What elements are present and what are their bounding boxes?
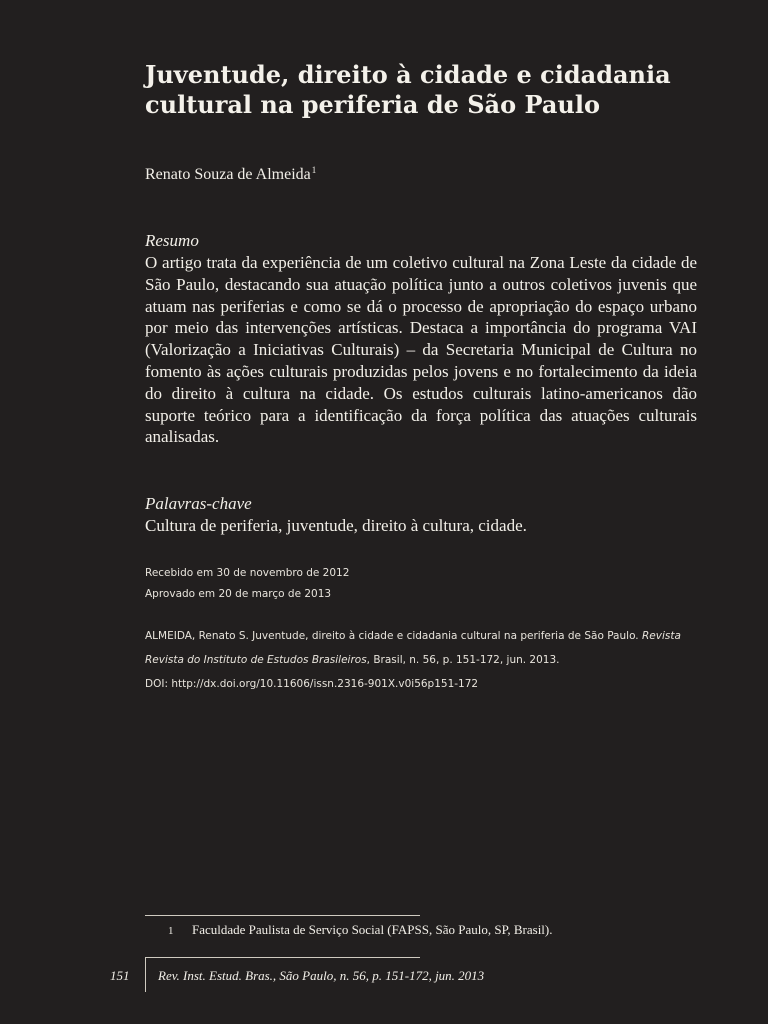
received-date: Recebido em 30 de novembro de 2012: [145, 567, 350, 579]
footnote-divider: [145, 915, 420, 916]
footnote-number: 1: [168, 925, 174, 937]
citation-journal-name: Revista do Instituto de Estudos Brasileiros: [145, 654, 367, 666]
author-line: [145, 166, 316, 184]
doi-link[interactable]: DOI: http://dx.doi.org/10.11606/issn.2316-901X.v0i56p151-172: [145, 678, 479, 690]
abstract-text: O artigo trata da experiência de um coletivo cultural na Zona Leste da cidade de São Paulo, destacando sua atuação política junto a outros coletivos juvenis que atuam nas periferias e como se dá o processo de apropriação do espaço urbano por meio das intervenções artísticas. Destaca a importância do programa VAI (Valorização a Iniciativas Culturais) – da Secretaria Municipal de Cultura no fomento às ações culturais produzidas pelos jovens e no fortalecimento da ideia do direito à cultura na cidade. Os estudos culturais latino-americanos dão suporte teórico para a identificação da força política das atuações culturais analisadas.: [145, 253, 697, 447]
page-number: 151: [110, 968, 130, 983]
keywords-text: Cultura de periferia, juventude, direito à cultura, cidade.: [145, 516, 527, 535]
citation-details: , Brasil, n. 56, p. 151-172, jun. 2013.: [366, 654, 560, 666]
article-title: Juventude, direito à cidade e cidadania cultural na periferia de São Paulo: [145, 60, 671, 119]
citation-line-2: [145, 654, 560, 666]
footer-divider: [145, 957, 420, 958]
citation-line-1: [145, 630, 681, 642]
footer-vertical-divider: [145, 957, 146, 992]
footnote-text: Faculdade Paulista de Serviço Social (FAPSS, São Paulo, SP, Brasil).: [192, 922, 553, 937]
citation-reference: ALMEIDA, Renato S. Juventude, direito à cidade e cidadania cultural na periferia de São Paulo.: [145, 630, 642, 642]
keywords-heading: Palavras-chave: [145, 494, 252, 513]
running-head: Rev. Inst. Estud. Bras., São Paulo, n. 56, p. 151-172, jun. 2013: [158, 968, 485, 983]
abstract-heading: Resumo: [145, 231, 199, 250]
author-name: Renato Souza de Almeida: [145, 166, 311, 183]
approved-date: Aprovado em 20 de março de 2013: [145, 588, 332, 600]
footnote: [168, 922, 553, 938]
author-footnote-marker: 1: [311, 165, 317, 175]
citation-journal-fragment: Revista: [641, 630, 681, 642]
